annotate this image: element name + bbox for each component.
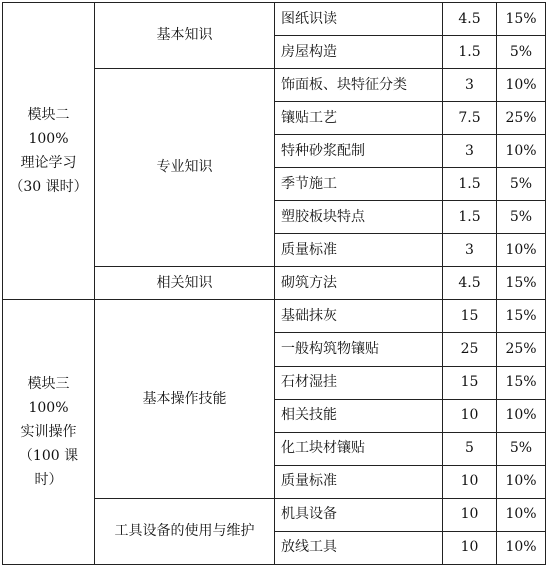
category-cell: 相关知识 — [95, 267, 275, 300]
item-hours: 15 — [443, 300, 497, 333]
module-title-line: 理论学习 — [20, 155, 77, 172]
item-percent: 5% — [497, 201, 546, 234]
item-hours: 1.5 — [443, 168, 497, 201]
item-hours: 4.5 — [443, 267, 497, 300]
item-percent: 15% — [497, 300, 546, 333]
curriculum-table — [2, 2, 546, 565]
category-cell: 基本操作技能 — [95, 300, 275, 498]
item-hours: 7.5 — [443, 102, 497, 135]
item-name: 质量标准 — [275, 465, 443, 498]
item-name: 图纸识读 — [275, 3, 443, 36]
item-hours: 15 — [443, 366, 497, 399]
item-percent: 10% — [497, 465, 546, 498]
item-percent: 10% — [497, 135, 546, 168]
item-percent: 10% — [497, 399, 546, 432]
item-hours: 1.5 — [443, 36, 497, 69]
item-name: 房屋构造 — [275, 36, 443, 69]
item-name: 饰面板、块特征分类 — [275, 69, 443, 102]
module-title-line: 模块二 100% — [27, 107, 70, 148]
item-hours: 10 — [443, 399, 497, 432]
item-percent: 15% — [497, 267, 546, 300]
item-name: 石材湿挂 — [275, 366, 443, 399]
item-percent: 10% — [497, 234, 546, 267]
item-name: 相关技能 — [275, 399, 443, 432]
item-hours: 3 — [443, 135, 497, 168]
item-hours: 10 — [443, 531, 497, 564]
item-hours: 25 — [443, 333, 497, 366]
module-title-line: （30 课时） — [9, 179, 88, 196]
item-percent: 15% — [497, 3, 546, 36]
item-percent: 5% — [497, 36, 546, 69]
module-cell — [3, 300, 95, 565]
item-name: 质量标准 — [275, 234, 443, 267]
category-cell: 基本知识 — [95, 3, 275, 69]
item-name: 机具设备 — [275, 498, 443, 531]
item-hours: 5 — [443, 432, 497, 465]
item-percent: 5% — [497, 168, 546, 201]
item-hours: 3 — [443, 234, 497, 267]
item-percent: 25% — [497, 102, 546, 135]
item-name: 砌筑方法 — [275, 267, 443, 300]
item-name: 基础抹灰 — [275, 300, 443, 333]
item-percent: 5% — [497, 432, 546, 465]
category-cell: 专业知识 — [95, 69, 275, 267]
module-title-line: （100 课时） — [18, 448, 79, 489]
item-percent: 25% — [497, 333, 546, 366]
item-percent: 10% — [497, 498, 546, 531]
item-percent: 10% — [497, 531, 546, 564]
module-title-line: 模块三 100% — [27, 376, 70, 417]
item-name: 镶贴工艺 — [275, 102, 443, 135]
item-hours: 10 — [443, 498, 497, 531]
table-row — [3, 3, 546, 36]
module-cell — [3, 3, 95, 300]
category-cell: 工具设备的使用与维护 — [95, 498, 275, 564]
item-name: 化工块材镶贴 — [275, 432, 443, 465]
item-name: 放线工具 — [275, 531, 443, 564]
item-hours: 3 — [443, 69, 497, 102]
item-name: 塑胶板块特点 — [275, 201, 443, 234]
item-name: 季节施工 — [275, 168, 443, 201]
item-hours: 10 — [443, 465, 497, 498]
item-hours: 1.5 — [443, 201, 497, 234]
item-name: 一般构筑物镶贴 — [275, 333, 443, 366]
item-name: 特种砂浆配制 — [275, 135, 443, 168]
item-percent: 15% — [497, 366, 546, 399]
item-hours: 4.5 — [443, 3, 497, 36]
module-title-line: 实训操作 — [20, 424, 77, 441]
item-percent: 10% — [497, 69, 546, 102]
table-row — [3, 300, 546, 333]
